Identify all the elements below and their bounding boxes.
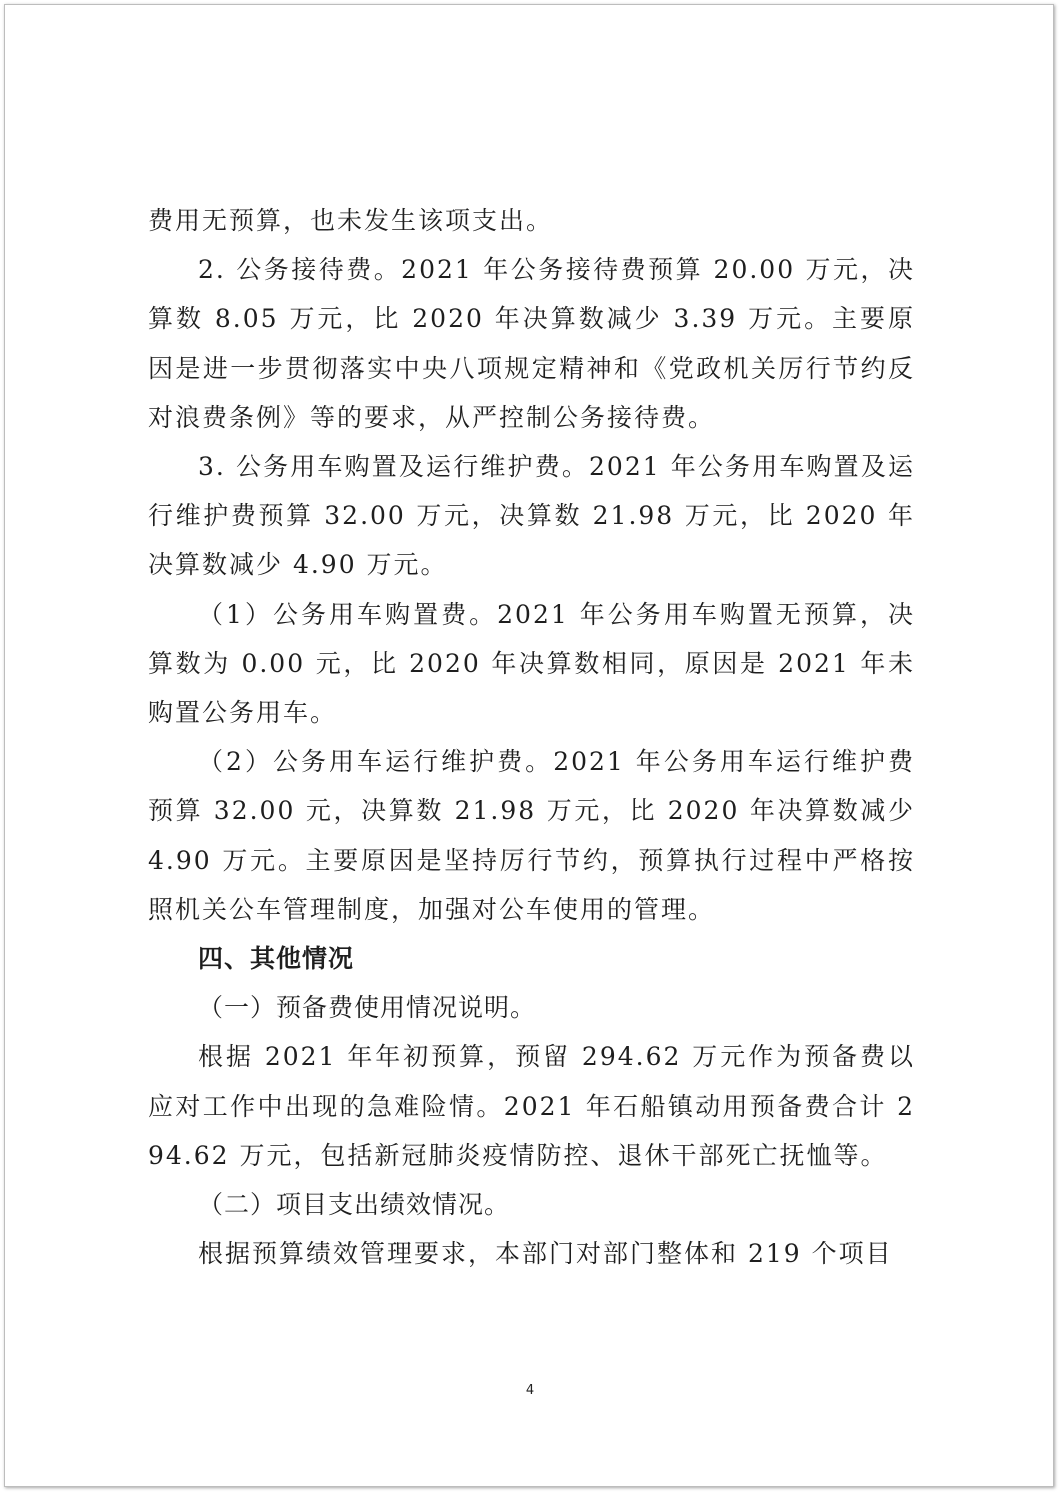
document-body (148, 196, 915, 1278)
paragraph-continuation: 费用无预算，也未发生该项支出。 (148, 206, 554, 235)
subheading-project-performance: （二）项目支出绩效情况。 (198, 1190, 511, 1220)
subheading-reserve-fund: （一）预备费使用情况说明。 (198, 993, 537, 1023)
paragraph-vehicle-fee: 3. 公务用车购置及运行维护费。2021 年公务用车购置及运行维护费预算 32.00 万元，决算数 21.98 万元，比 2020 年决算数减少 4.90 万元。 (148, 452, 915, 580)
paragraph-reserve-fund: 根据 2021 年年初预算，预留 294.62 万元作为预备费以应对工作中出现的急难险情。2021 年石船镇动用预备费合计 294.62 万元，包括新冠肺炎疫情防控、退休干部死亡抚恤等。 (148, 1042, 915, 1170)
paragraph-vehicle-maintenance: （2）公务用车运行维护费。2021 年公务用车运行维护费预算 32.00 元，决算数 21.98 万元，比 2020 年决算数减少 4.90 万元。主要原因是坚持厉行节约，预算执行过程中严格按照机关公车管理制度，加强对公车使用的管理。 (148, 747, 915, 924)
paragraph-project-performance: 根据预算绩效管理要求，本部门对部门整体和 219 个项目 (198, 1239, 893, 1269)
section-heading-other: 四、其他情况 (198, 944, 355, 974)
paragraph-reception-fee: 2. 公务接待费。2021 年公务接待费预算 20.00 万元，决算数 8.05 万元，比 2020 年决算数减少 3.39 万元。主要原因是进一步贯彻落实中央八项规定精神和《党政机关厉行节约反对浪费条例》等的要求，从严控制公务接待费。 (148, 255, 915, 432)
page-number: 4 (525, 1383, 535, 1398)
paragraph-vehicle-purchase: （1）公务用车购置费。2021 年公务用车购置无预算，决算数为 0.00 元，比 2020 年决算数相同，原因是 2021 年未购置公务用车。 (148, 599, 915, 728)
